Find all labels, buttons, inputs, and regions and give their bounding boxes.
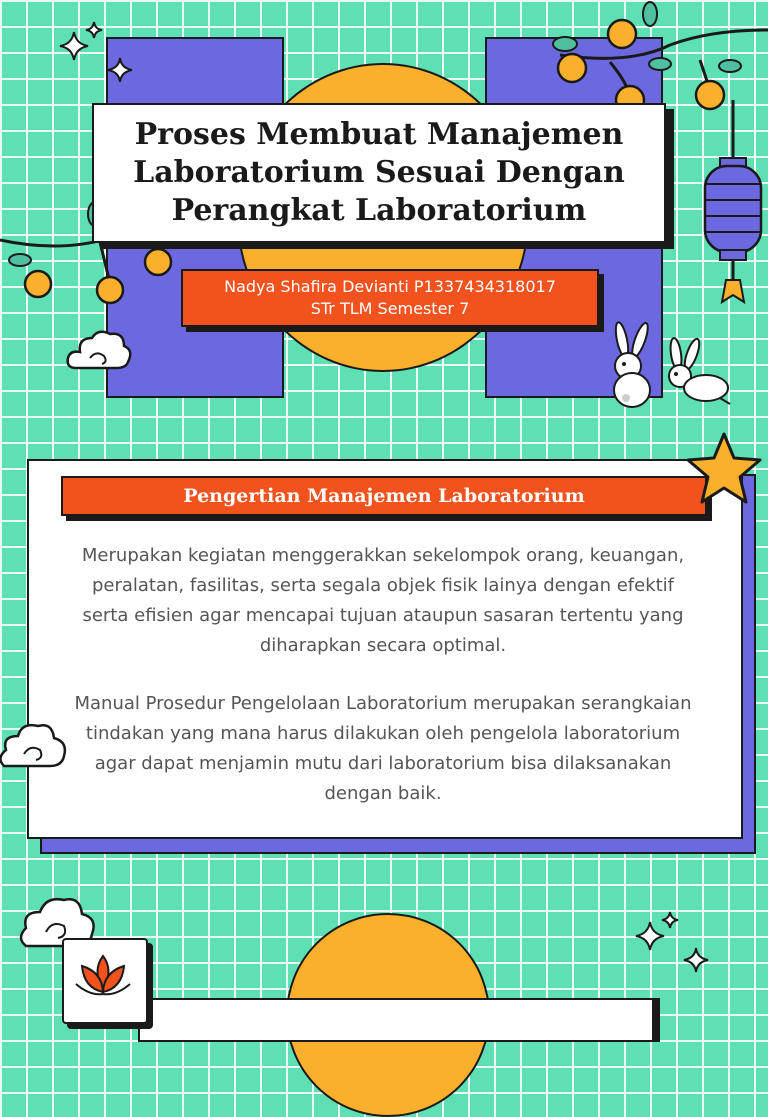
- rabbit-icon: [660, 336, 736, 408]
- cloud-icon: [0, 718, 70, 774]
- author-name: Nadya Shafira Devianti P1337434318017: [224, 277, 556, 296]
- author-program: STr TLM Semester 7: [310, 299, 470, 318]
- rabbit-icon: [604, 318, 666, 410]
- paragraph-definition: Merupakan kegiatan menggerakkan sekelompok orang, keuangan, peralatan, fasilitas, serta segala objek fisik lainya dengan efektif serta efisien agar mencapai tujuan ataupun sasaran tertentu yang diharapkan secara optimal.: [81, 545, 685, 656]
- page-title: Proses Membuat Manajemen Laboratorium Sesuai Dengan Perangkat Laboratorium: [133, 117, 625, 228]
- bottom-box: [138, 998, 654, 1042]
- sparkle-icon: [630, 908, 716, 980]
- star-icon: [684, 430, 764, 506]
- author-box: [181, 269, 599, 327]
- section-heading: Pengertian Manajemen Laboratorium: [61, 476, 707, 516]
- lantern-icon: [700, 100, 766, 310]
- lotus-icon: [70, 948, 136, 1008]
- paragraph-manual: Manual Prosedur Pengelolaan Laboratorium merupakan serangkaian tindakan yang mana harus dilakukan oleh pengelola laboratorium agar dapat menjamin mutu dari laboratorium bisa dilaksanakan dengan baik.: [74, 693, 692, 804]
- title-box: [92, 103, 666, 243]
- sparkle-icon: [58, 20, 138, 90]
- cloud-icon: [66, 328, 134, 374]
